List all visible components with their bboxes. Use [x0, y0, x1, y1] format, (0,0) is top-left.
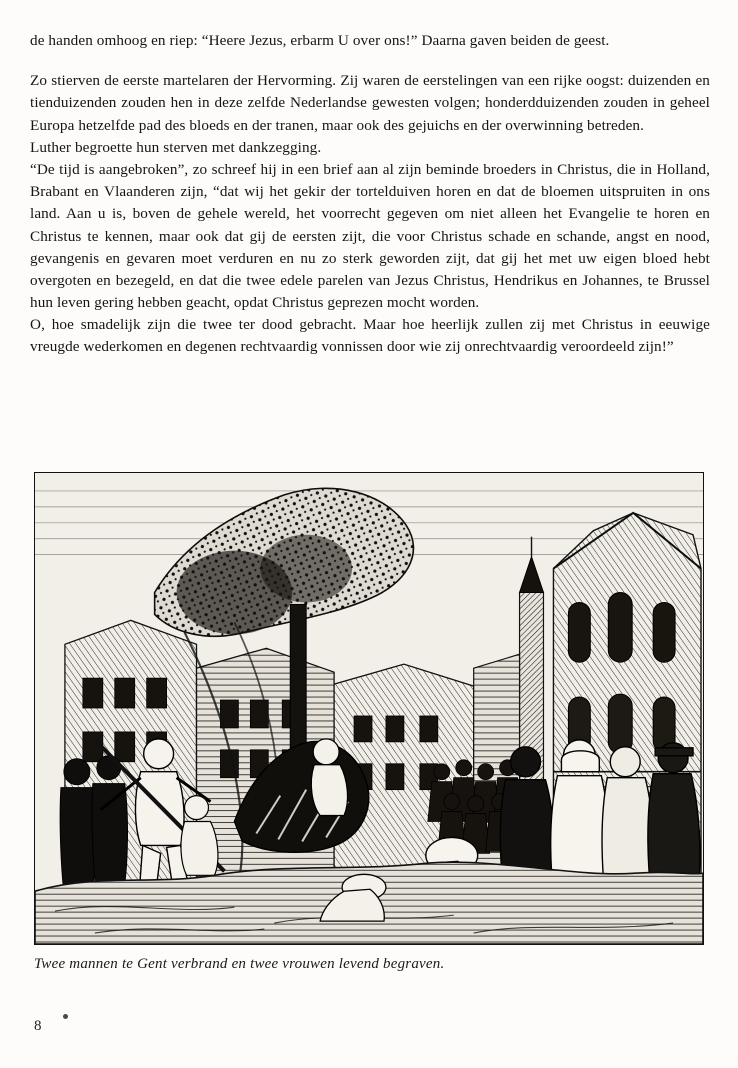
- figure-caption: Twee mannen te Gent verbrand en twee vrouwen levend begraven.: [34, 956, 445, 972]
- paragraph-3: Luther begroette hun sterven met dankzegging.: [30, 138, 322, 156]
- engraving-execution-scene: [34, 472, 704, 945]
- paragraph-1: de handen omhoog en riep: “Heere Jezus, erbarm U over ons!” Daarna gaven beiden de geest.: [30, 32, 610, 49]
- body-text-column: [30, 30, 710, 359]
- paragraph-5: O, hoe smadelijk zijn die twee ter dood gebracht. Maar hoe heerlijk zullen zij met Christus in eeuwige vreugde wederkomen en degenen rechtvaardig vonnissen door wie zij onrechtvaardig veroordeeld zijn!”: [30, 316, 710, 356]
- figure: [34, 472, 704, 973]
- page-mark: [63, 1014, 68, 1019]
- paragraph-4: “De tijd is aangebroken”, zo schreef hij in een brief aan al zijn beminde broeders in Christus, die in Holland, Brabant en Vlaanderen zijn, “dat wij het gekir der tortelduiven horen en dat de bloemen uitspruiten in ons land. Aan u is, boven de gehele wereld, het voorrecht gegeven om niet alleen het Evangelie te horen en Christus te kennen, maar ook dat gij de eersten zijt, die voor Christus schade en schande, angst en nood, gevangenis en gevaren moet verduren en nu zo sterk geworden zijt, dat gij het met uw eigen bloed hebt overgoten en bezegeld, en dat die twee edele parelen van Jezus Christus, Hendrikus en Johannes, te Brussel hun leven gering hebben geacht, opdat Christus geprezen mocht worden.: [30, 160, 710, 312]
- page-number: 8: [34, 1018, 42, 1034]
- paragraph-2: Zo stierven de eerste martelaren der Hervorming. Zij waren de eerstelingen van een rijke oogst: duizenden en tienduizenden zouden hen in deze zelfde Nederlandse gewesten volgen; honderdduizenden zouden in geheel Europa hetzelfde pad des bloeds en der tranen, maar ook des gejuichs en der overwinning betreden.: [30, 72, 710, 134]
